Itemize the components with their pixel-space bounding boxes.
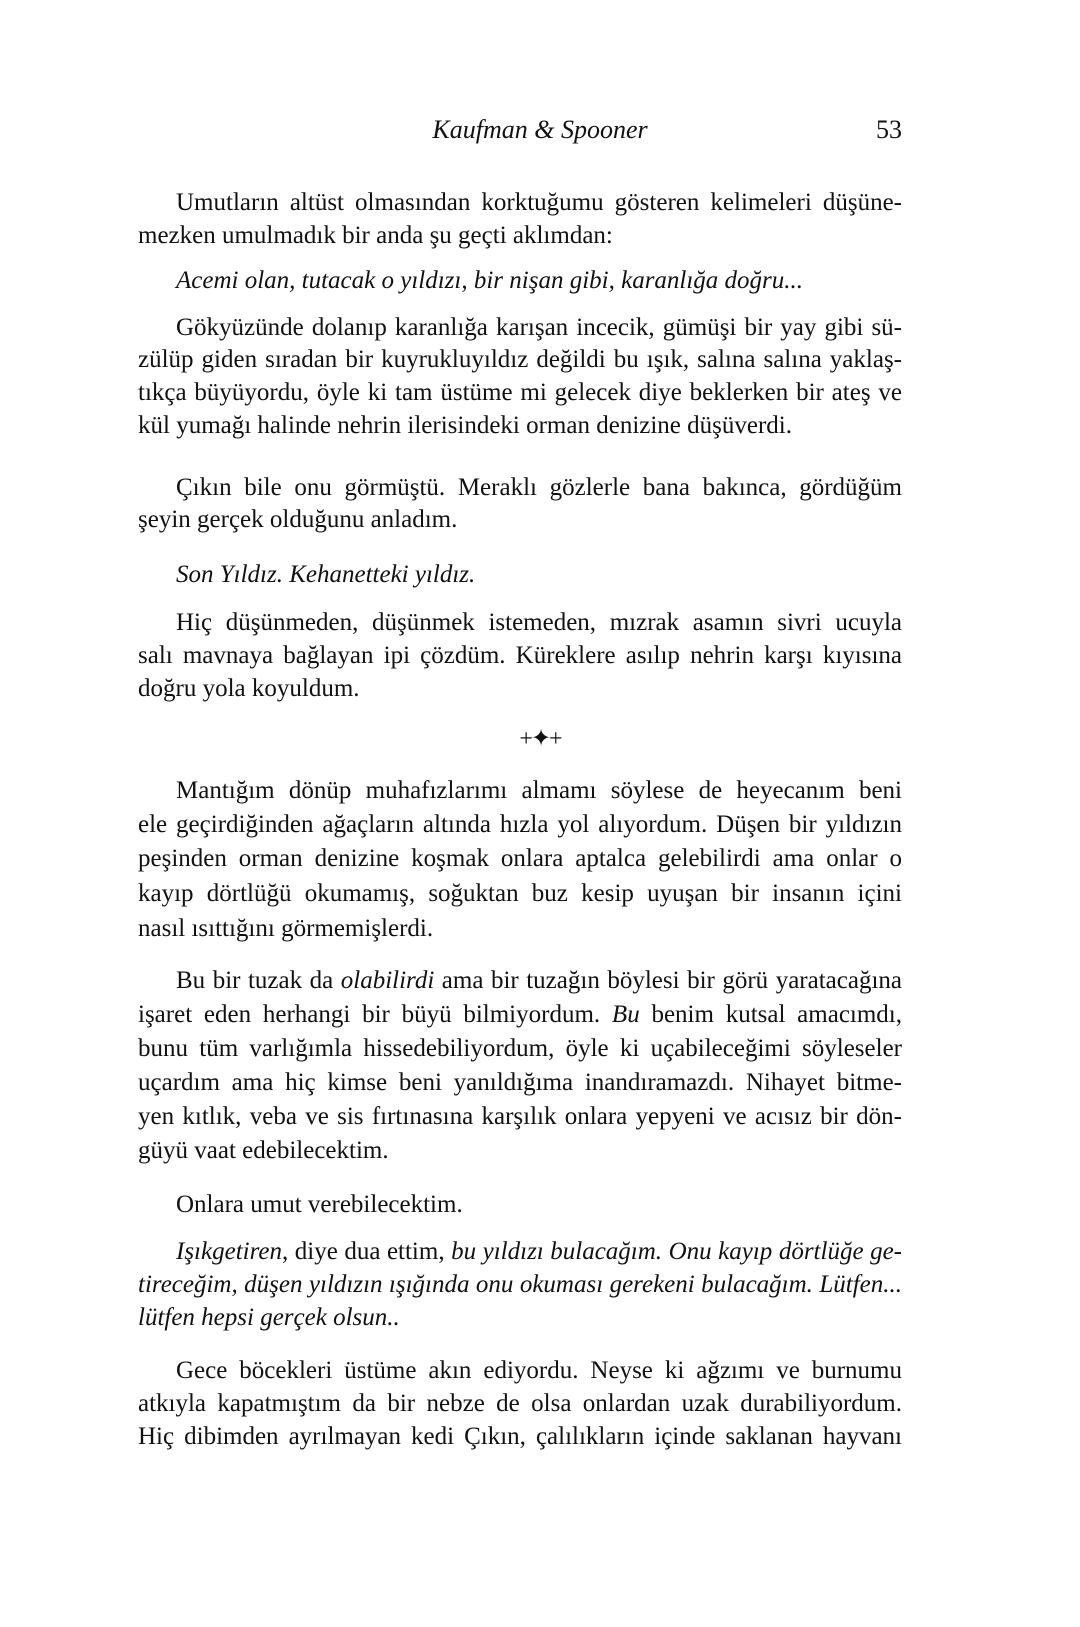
text: benim kutsal amacımdı, — [639, 1001, 903, 1028]
text: atkıyla kapatmıştım da bir nebze de olsa onlardan uzak durabiliyordum. — [138, 1390, 902, 1417]
text: kül yumağı halinde nehrin ilerisindeki orman denizine düşüverdi. — [138, 412, 793, 439]
running-title: Kaufman & Spooner — [432, 115, 648, 144]
text: nasıl ısıttığını görmemişlerdi. — [138, 915, 434, 942]
page-number: 53 — [876, 115, 902, 144]
italic-text: bu yıldızı bulacağım. Onu kayıp dörtlüğe ge- — [451, 1238, 902, 1265]
text-line — [138, 809, 902, 841]
text-line — [176, 265, 902, 297]
text: Mantığım dönüp muhafızlarımı almamı söylese de heyecanım beni — [176, 777, 902, 804]
text: ama bir tuzağın böylesi bir görü yaratacağına — [434, 967, 902, 994]
text: Onlara umut verebilecektim. — [176, 1191, 463, 1218]
text: salı mavnaya bağlayan ipi çözdüm. Küreklere asılıp nehrin karşı kıyısına — [138, 642, 902, 669]
text: kayıp dörtlüğü okumamış, soğuktan buz kesip uyuşan bir insanın içini — [138, 880, 902, 907]
text-line — [138, 640, 902, 672]
text-line — [138, 1302, 902, 1334]
text: tıkça büyüyordu, öyle ki tam üstüme mi gelecek diye beklerken bir ateş ve — [138, 379, 902, 406]
text-line — [138, 999, 902, 1031]
text-line — [176, 1355, 902, 1387]
text-line — [138, 1269, 902, 1301]
text-line — [176, 775, 902, 807]
section-break-ornament: +✦+ — [519, 726, 561, 752]
text: Çıkın bile onu görmüştü. Meraklı gözlerle bana bakınca, gördüğüm — [176, 474, 902, 501]
text-line — [138, 673, 902, 705]
italic-text: Son Yıldız. Kehanetteki yıldız. — [176, 561, 476, 588]
text-line — [176, 187, 902, 219]
text-line — [138, 878, 902, 910]
text-line — [176, 1189, 902, 1221]
text: , diye dua ettim, — [281, 1238, 452, 1265]
text: zülüp giden sıradan bir kuyrukluyıldız değildi bu ışık, salına salına yaklaş- — [138, 346, 902, 373]
text-line — [138, 1101, 902, 1133]
text-line — [138, 377, 902, 409]
text: uçardım ama hiç kimse beni yanıldığıma inandıramazdı. Nihayet bitme- — [138, 1069, 902, 1096]
text-line — [138, 410, 902, 442]
text-line — [138, 1033, 902, 1065]
italic-text: olabilirdi — [340, 967, 435, 994]
text: Hiç dibimden ayrılmayan kedi Çıkın, çalılıkların içinde saklanan hayvanı — [138, 1423, 902, 1450]
text-line — [138, 1067, 902, 1099]
text-line — [138, 504, 902, 536]
text: güyü vaat edebilecektim. — [138, 1137, 389, 1164]
text: Gece böcekleri üstüme akın ediyordu. Neyse ki ağzımı ve burnumu — [176, 1357, 902, 1384]
text: şeyin gerçek olduğunu anladım. — [138, 506, 458, 533]
text-line — [138, 1388, 902, 1420]
italic-text: Işıkgetiren — [176, 1238, 282, 1265]
text: peşinden orman denizine koşmak onlara aptalca gelebilirdi ama onlar o — [138, 845, 902, 872]
text: ele geçirdiğinden ağaçların altında hızla yol alıyordum. Düşen bir yıldızın — [138, 811, 902, 838]
text: işaret eden herhangi bir büyü bilmiyordum. — [138, 1001, 612, 1028]
text: Umutların altüst olmasından korktuğumu gösteren kelimeleri düşüne- — [176, 189, 902, 216]
italic-text: Acemi olan, tutacak o yıldızı, bir nişan gibi, karanlığa doğru... — [176, 267, 804, 294]
italic-text: lütfen hepsi gerçek olsun.. — [138, 1304, 400, 1331]
text-line — [176, 472, 902, 504]
text: bunu tüm varlığımla hissedebiliyordum, öyle ki uçabileceğimi söyleseler — [138, 1035, 902, 1062]
text: Gökyüzünde dolanıp karanlığa karışan incecik, gümüşi bir yay gibi sü- — [176, 314, 902, 341]
text: mezken umulmadık bir anda şu geçti aklımdan: — [138, 222, 613, 249]
text-line — [176, 607, 902, 639]
text-line — [176, 559, 902, 591]
text-line — [138, 1135, 902, 1167]
text-line — [176, 312, 902, 344]
text-line — [138, 344, 902, 376]
text-line — [176, 1236, 902, 1268]
text-line — [138, 913, 902, 945]
text: yen kıtlık, veba ve sis fırtınasına karşılık onlara yepyeni ve acısız bir dön- — [138, 1103, 902, 1130]
text: Bu bir tuzak da — [176, 967, 341, 994]
text-line — [138, 1421, 902, 1453]
text: Hiç düşünmeden, düşünmek istemeden, mızrak asamın sivri ucuyla — [176, 609, 902, 636]
text-line — [138, 220, 902, 252]
text-line — [138, 843, 902, 875]
italic-text: Bu — [611, 1001, 640, 1028]
text-line — [176, 965, 902, 997]
italic-text: tireceğim, düşen yıldızın ışığında onu okuması gerekeni bulacağım. Lütfen... — [138, 1271, 902, 1298]
text: doğru yola koyuldum. — [138, 675, 360, 702]
